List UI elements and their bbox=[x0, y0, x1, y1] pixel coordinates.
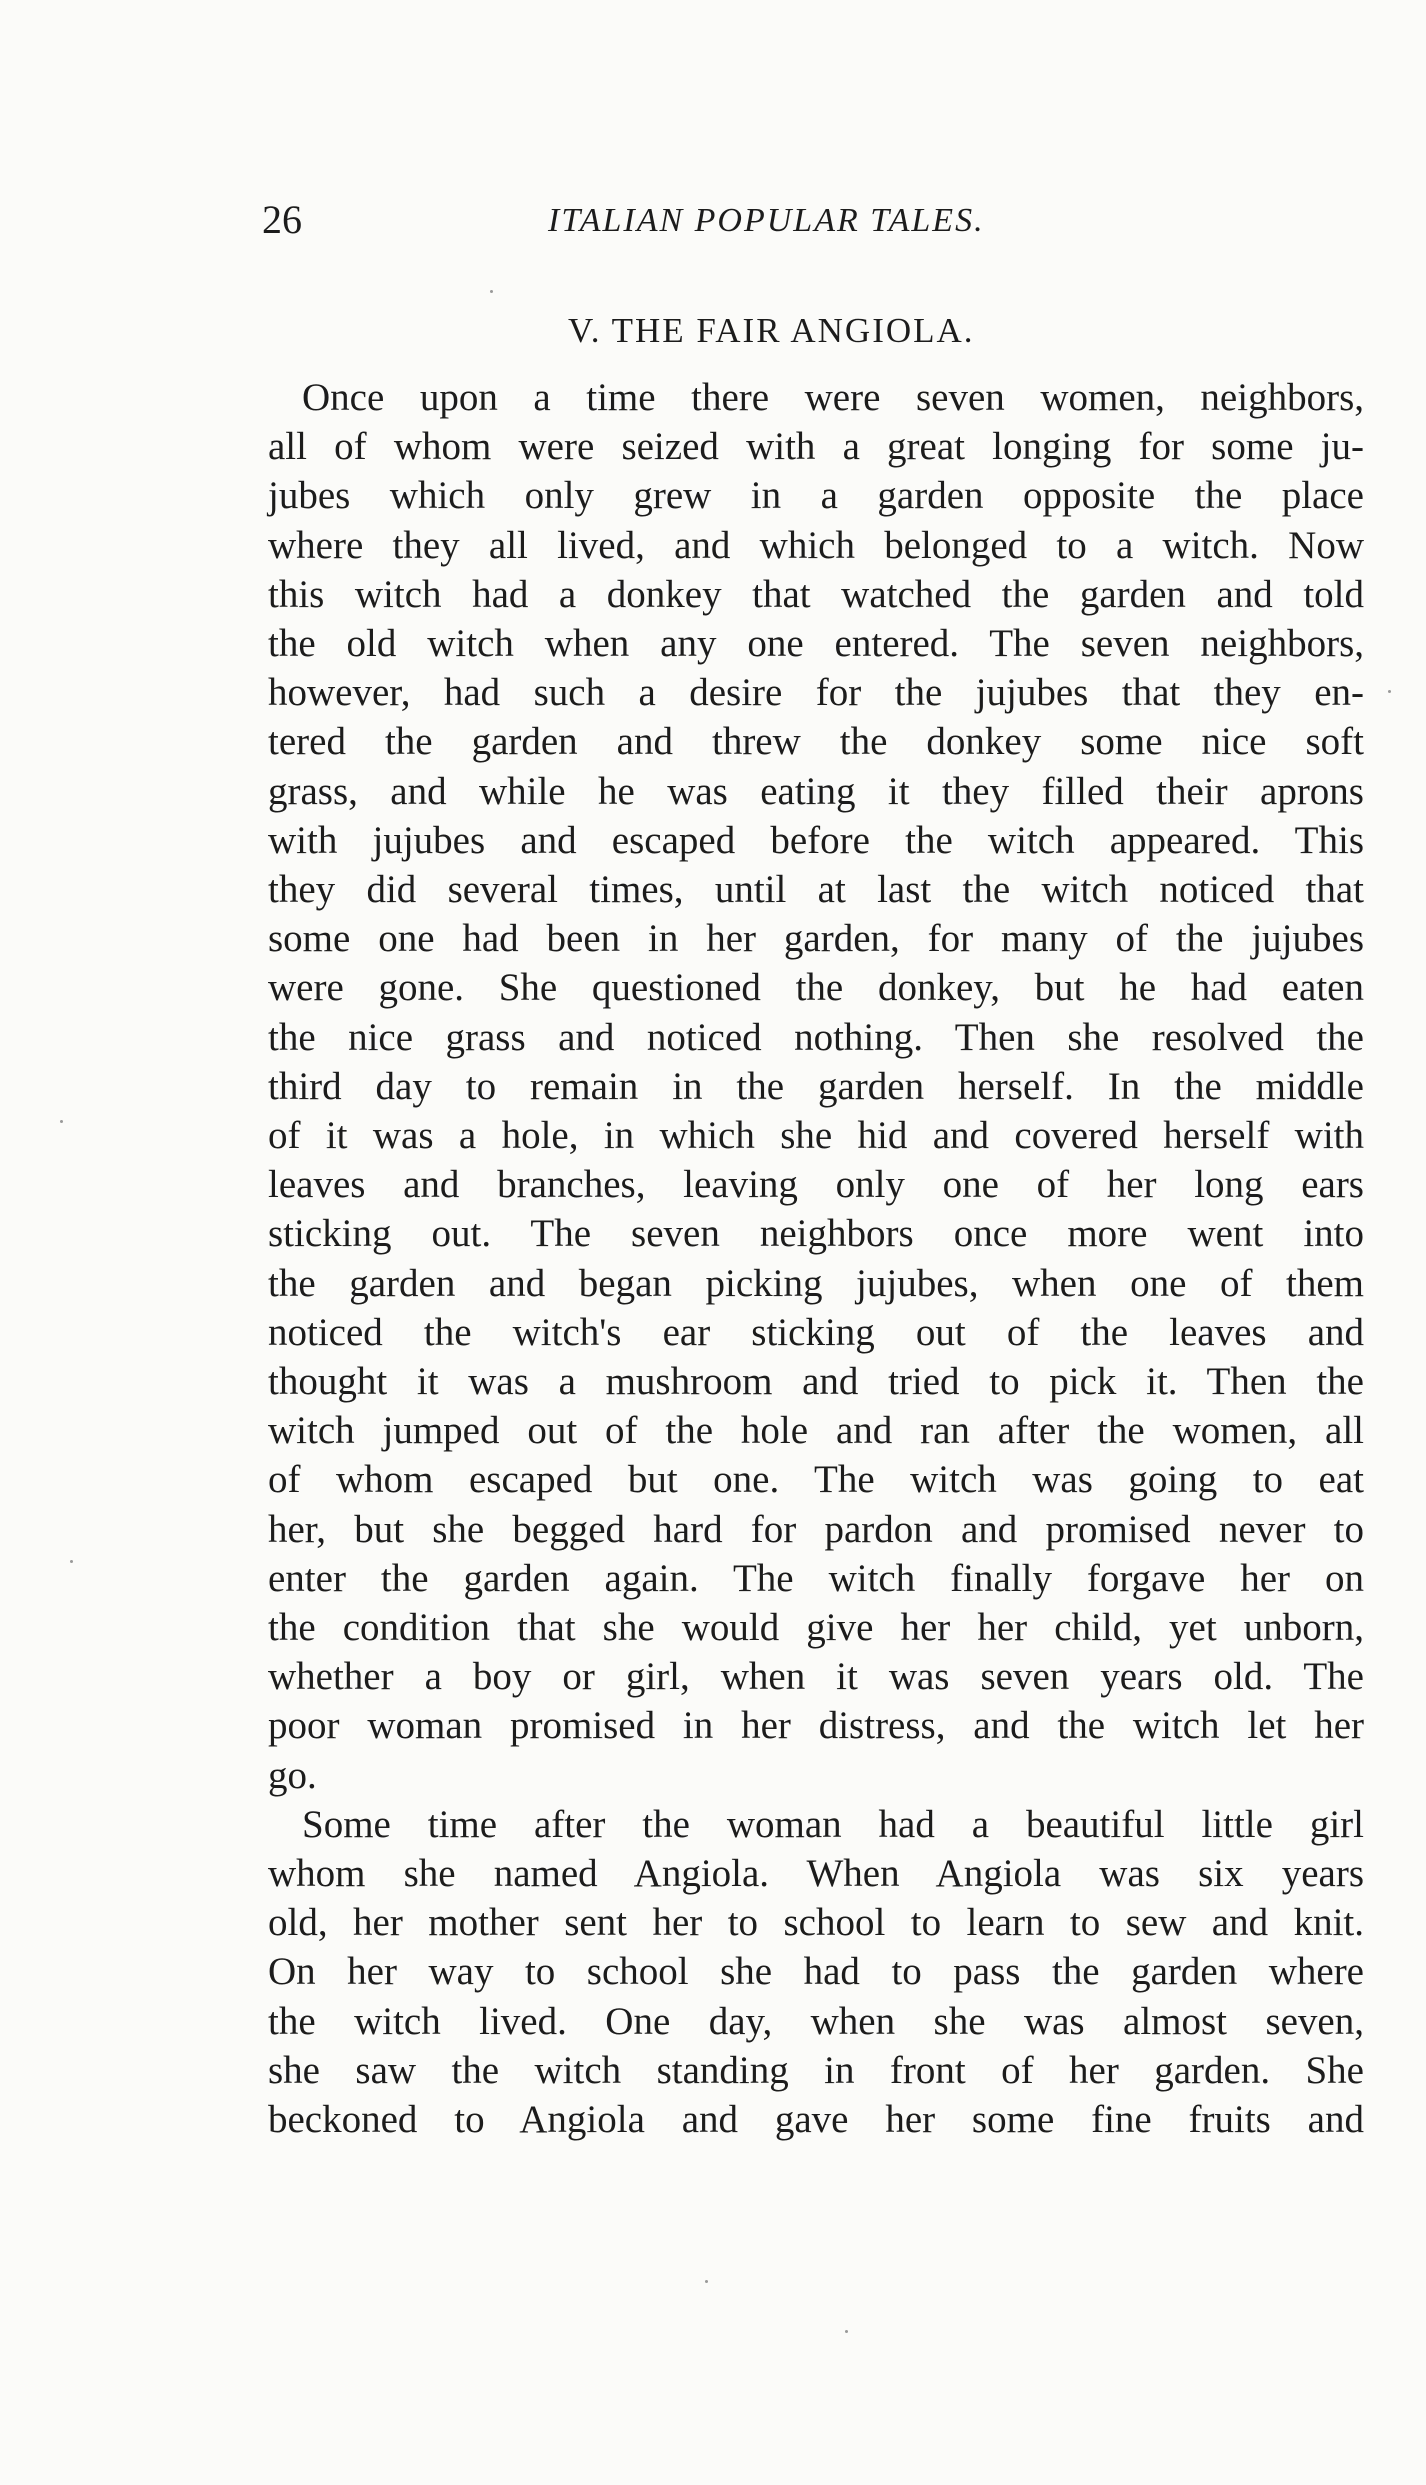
text-line: with jujubes and escaped before the witch appeared. This bbox=[268, 819, 1364, 862]
text-line: thought it was a mushroom and tried to pick it. Then the bbox=[268, 1360, 1364, 1403]
text-line: enter the garden again. The witch finally forgave her on bbox=[268, 1557, 1364, 1600]
text-line: this witch had a donkey that watched the garden and told bbox=[268, 573, 1364, 616]
text-line: the old witch when any one entered. The seven neighbors, bbox=[268, 622, 1364, 665]
text-line: leaves and branches, leaving only one of her long ears bbox=[268, 1163, 1364, 1206]
text-line: where they all lived, and which belonged to a witch. Now bbox=[268, 524, 1364, 567]
text-line: all of whom were seized with a great longing for some ju- bbox=[268, 425, 1364, 468]
text-line: tered the garden and threw the donkey some nice soft bbox=[268, 720, 1364, 763]
text-line: sticking out. The seven neighbors once more went into bbox=[268, 1212, 1364, 1255]
text-line: the witch lived. One day, when she was almost seven, bbox=[268, 2000, 1364, 2043]
text-line: some one had been in her garden, for many of the jujubes bbox=[268, 917, 1364, 960]
paper-speck bbox=[60, 1120, 63, 1123]
text-line: poor woman promised in her distress, and the witch let her bbox=[268, 1704, 1364, 1747]
paper-speck bbox=[490, 290, 493, 293]
text-line: of whom escaped but one. The witch was going to eat bbox=[268, 1458, 1364, 1501]
text-line: third day to remain in the garden herself. In the middle bbox=[268, 1065, 1364, 1108]
paper-speck bbox=[845, 2330, 848, 2333]
text-line: old, her mother sent her to school to learn to sew and knit. bbox=[268, 1901, 1364, 1944]
text-line: her, but she begged hard for pardon and promised never to bbox=[268, 1508, 1364, 1551]
text-line: the condition that she would give her her child, yet unborn, bbox=[268, 1606, 1364, 1649]
text-line: beckoned to Angiola and gave her some fine fruits and bbox=[268, 2098, 1364, 2141]
text-line: were gone. She questioned the donkey, but he had eaten bbox=[268, 966, 1364, 1009]
paper-speck bbox=[70, 1560, 73, 1563]
text-line: Some time after the woman had a beautiful little girl bbox=[302, 1803, 1364, 1846]
text-line: jubes which only grew in a garden opposite the place bbox=[268, 474, 1364, 517]
chapter-title: V. THE FAIR ANGIOLA. bbox=[568, 311, 975, 350]
text-line: however, had such a desire for the jujubes that they en- bbox=[268, 671, 1364, 714]
text-line: witch jumped out of the hole and ran after the women, all bbox=[268, 1409, 1364, 1452]
text-line: the nice grass and noticed nothing. Then she resolved the bbox=[268, 1016, 1364, 1059]
text-line: she saw the witch standing in front of her garden. She bbox=[268, 2049, 1364, 2092]
text-line: grass, and while he was eating it they filled their aprons bbox=[268, 770, 1364, 813]
text-line: go. bbox=[268, 1754, 317, 1797]
text-line: of it was a hole, in which she hid and covered herself with bbox=[268, 1114, 1364, 1157]
paper-speck bbox=[705, 2280, 708, 2283]
text-line: On her way to school she had to pass the garden where bbox=[268, 1950, 1364, 1993]
paper-speck bbox=[1388, 690, 1391, 693]
text-line: whom she named Angiola. When Angiola was six years bbox=[268, 1852, 1364, 1895]
text-line: they did several times, until at last the witch noticed that bbox=[268, 868, 1364, 911]
page-number: 26 bbox=[262, 197, 302, 242]
text-line: the garden and began picking jujubes, when one of them bbox=[268, 1262, 1364, 1305]
text-line: whether a boy or girl, when it was seven years old. The bbox=[268, 1655, 1364, 1698]
text-line: Once upon a time there were seven women, neighbors, bbox=[302, 376, 1364, 419]
running-head: ITALIAN POPULAR TALES. bbox=[548, 202, 985, 239]
text-line: noticed the witch's ear sticking out of the leaves and bbox=[268, 1311, 1364, 1354]
